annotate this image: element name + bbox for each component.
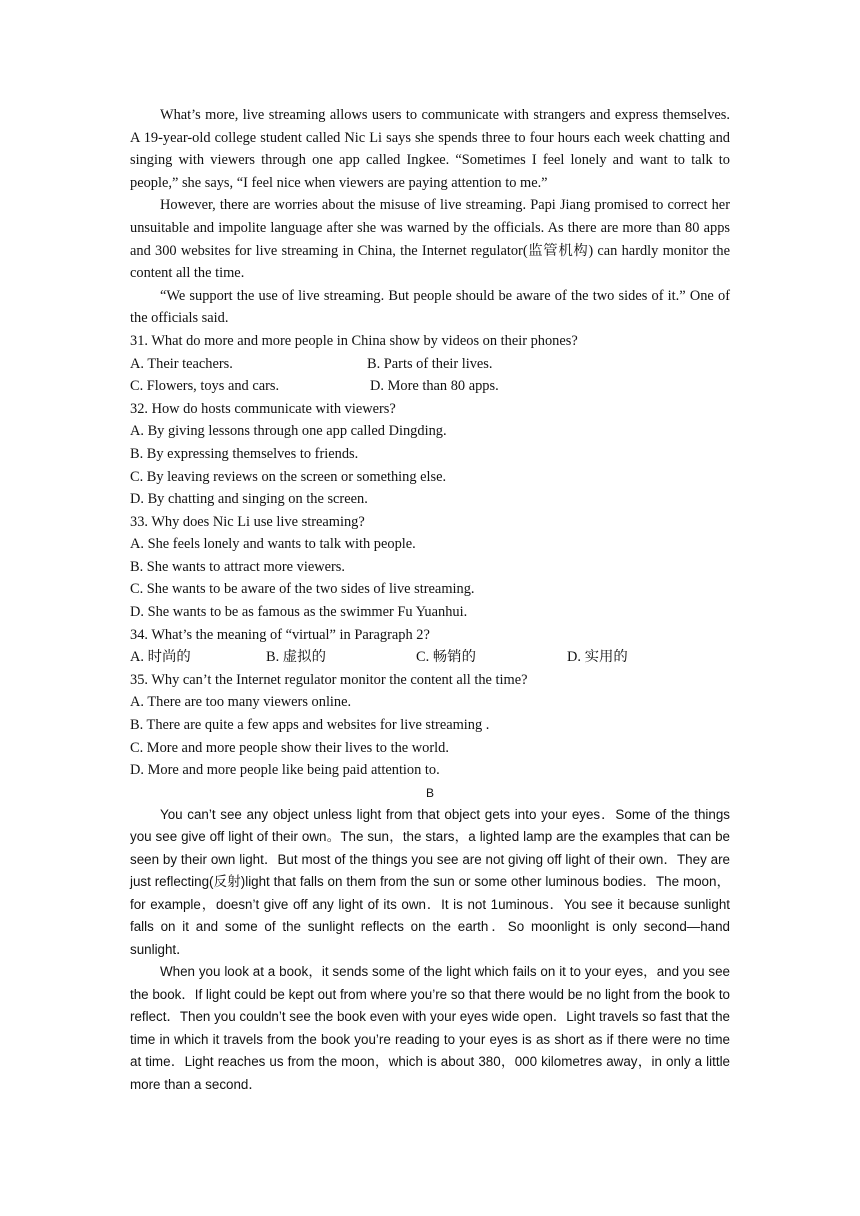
- option-d: D. More and more people like being paid attention to.: [130, 762, 440, 779]
- option-d: D. More than 80 apps.: [370, 378, 499, 395]
- section-b-heading: B: [425, 785, 434, 800]
- passage-b-paragraph-1: You can’t see any object unless light from that object gets into your eyes．Some of the things you see give off light of their own。The sun，the stars，a lighted lamp are the examples that can be seen by their own light．But most of the things you see are not giving off light of their own．They are just reflecting(反射)light that falls on them from the sun or some other luminous bodies．The moon，for example，doesn’t give off any light of its own．It is not 1uminous．You see it because sunlight falls on it and some of the sunlight reflects on the earth．So moonlight is only second—hand sunlight．: [130, 806, 730, 957]
- option-a: A. Their teachers.: [130, 355, 233, 372]
- passage-b: [130, 804, 730, 1097]
- passage-a-paragraph-3: “We support the use of live streaming. But people should be aware of the two sides of it.” One of the officials said.: [130, 287, 730, 327]
- question-34: [130, 624, 730, 669]
- document-page: [130, 104, 730, 1096]
- option-row: [130, 375, 730, 398]
- option-b: B. 虚拟的: [266, 649, 326, 666]
- option-c: C. She wants to be aware of the two sides of live streaming.: [130, 581, 475, 598]
- option-c: C. By leaving reviews on the screen or something else.: [130, 468, 447, 485]
- question-stem: 33. Why does Nic Li use live streaming?: [130, 513, 365, 530]
- question-31: [130, 330, 730, 398]
- option-b: B. By expressing themselves to friends.: [130, 445, 359, 462]
- passage-a-paragraph-1: What’s more, live streaming allows users to communicate with strangers and express themselves. A 19-year-old college student called Nic Li says she spends three to four hours each week chatting and singing with viewers through one app called Ingkee. “Sometimes I feel lonely and want to talk to people,” she says, “I feel nice when viewers are paying attention to me.”: [130, 107, 730, 191]
- question-stem: 35. Why can’t the Internet regulator monitor the content all the time?: [130, 671, 528, 688]
- option-b: B. Parts of their lives.: [367, 355, 493, 372]
- option-b: B. She wants to attract more viewers.: [130, 558, 346, 575]
- option-a: A. By giving lessons through one app called Dingding.: [130, 423, 447, 440]
- question-33: [130, 511, 730, 624]
- question-stem: 32. How do hosts communicate with viewers?: [130, 400, 396, 417]
- option-d: D. By chatting and singing on the screen.: [130, 491, 368, 508]
- passage-a: [130, 104, 730, 782]
- option-row: [130, 353, 730, 376]
- passage-a-paragraph-2: However, there are worries about the misuse of live streaming. Papi Jiang promised to correct her unsuitable and impolite language after she was warned by the officials. As there are more than 80 apps and 300 websites for live streaming in China, the Internet regulator(监管机构) can hardly monitor the content all the time.: [130, 197, 730, 282]
- question-32: [130, 398, 730, 511]
- question-stem: 34. What’s the meaning of “virtual” in Paragraph 2?: [130, 626, 430, 643]
- option-c: C. More and more people show their lives to the world.: [130, 739, 449, 756]
- option-c: C. Flowers, toys and cars.: [130, 378, 280, 395]
- option-d: D. 实用的: [567, 649, 628, 666]
- question-35: [130, 669, 730, 782]
- option-d: D. She wants to be as famous as the swimmer Fu Yuanhui.: [130, 604, 468, 621]
- option-row: [130, 646, 730, 669]
- option-b: B. There are quite a few apps and websites for live streaming .: [130, 717, 490, 734]
- option-a: A. She feels lonely and wants to talk with people.: [130, 536, 416, 553]
- question-stem: 31. What do more and more people in China show by videos on their phones?: [130, 332, 578, 349]
- option-a: A. 时尚的: [130, 649, 191, 666]
- option-a: A. There are too many viewers online.: [130, 694, 352, 711]
- passage-b-paragraph-2: When you look at a book，it sends some of the light which fails on it to your eyes，and you see the book．If light could be kept out from where you’re so that there would be no light from the book to reflect．Then you couldn’t see the book even with your eyes wide open．Light travels so fast that the time in which it travels from the book you’re reading to your eyes is as short as if there were no time at time．Light reaches us from the moon，which is about 380，000 kilometres away，in only a little more than a second．: [130, 964, 730, 1092]
- option-c: C. 畅销的: [416, 649, 476, 666]
